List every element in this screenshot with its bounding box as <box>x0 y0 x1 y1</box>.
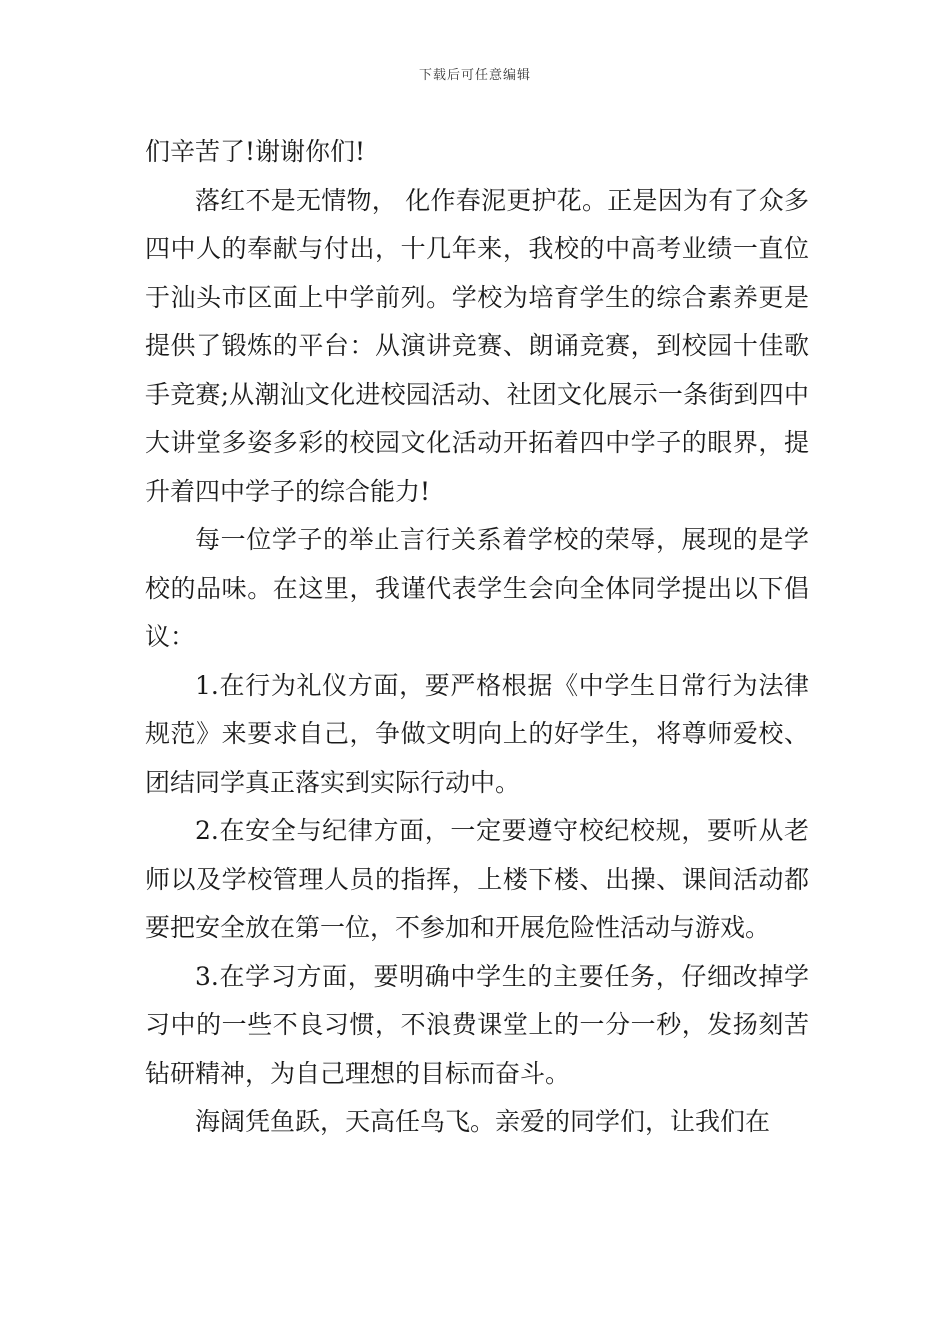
paragraph-school-achievements: 落红不是无情物， 化作春泥更护花。正是因为有了众多四中人的奉献与付出，十几年来，我校的中高考业绩一直位于汕头市区面上中学前列。学校为培育学生的综合素养更是提供了锻炼的平台：从演讲竞赛、朗诵竞赛，到校园十佳歌手竞赛;从潮汕文化进校园活动、社团文化展示一条街到四中大讲堂多姿多彩的校园文化活动开拓着四中学子的眼界，提升着四中学子的综合能力! <box>145 185 809 506</box>
paragraph-item-etiquette: 1.在行为礼仪方面，要严格根据《中学生日常行为法律规范》来要求自己，争做文明向上的好学生，将尊师爱校、团结同学真正落实到实际行动中。 <box>145 670 809 797</box>
page-header-note: 下载后可任意编辑 <box>418 68 531 83</box>
document-body <box>145 128 809 1147</box>
paragraph-continuation: 们辛苦了!谢谢你们! <box>145 137 366 166</box>
paragraph-item-safety: 2.在安全与纪律方面，一定要遵守校纪校规，要听从老师以及学校管理人员的指挥，上楼下楼、出操、课间活动都要把安全放在第一位，不参加和开展危险性活动与游戏。 <box>145 816 809 942</box>
paragraph-proposal-intro: 每一位学子的举止言行关系着学校的荣辱，展现的是学校的品味。在这里，我谨代表学生会向全体同学提出以下倡议： <box>145 525 809 651</box>
paragraph-item-study: 3.在学习方面，要明确中学生的主要任务，仔细改掉学习中的一些不良习惯，不浪费课堂上的一分一秒，发扬刻苦钻研精神，为自己理想的目标而奋斗。 <box>145 961 809 1088</box>
paragraph-closing: 海阔凭鱼跃，天高任鸟飞。亲爱的同学们，让我们在 <box>195 1107 771 1136</box>
